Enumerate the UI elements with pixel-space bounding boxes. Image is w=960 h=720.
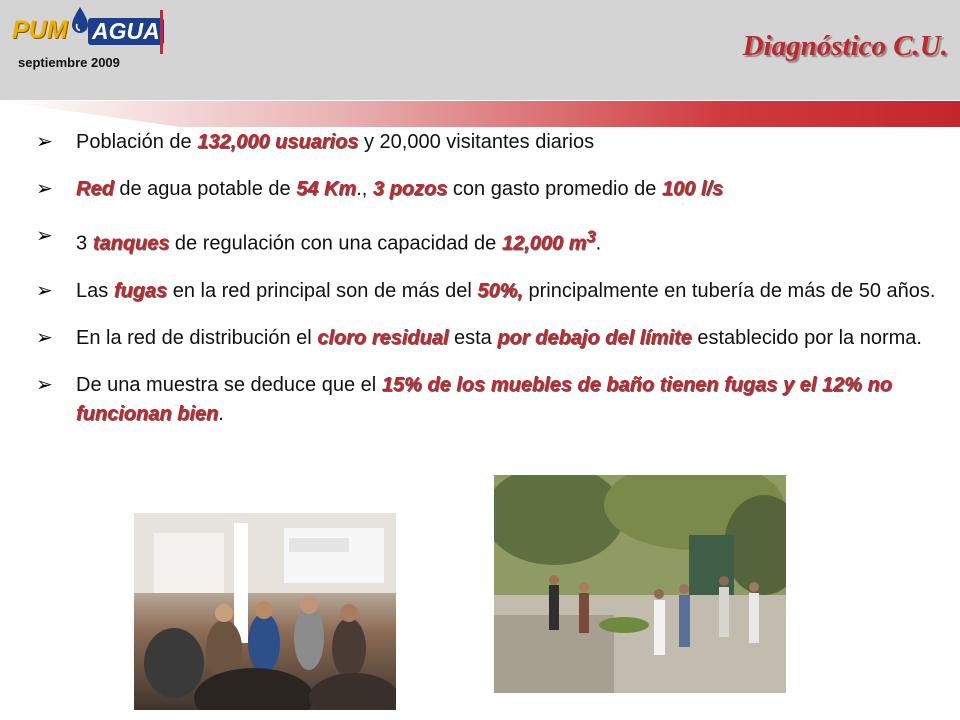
- bullet-item: [36, 128, 946, 157]
- bullet-text: .,: [356, 178, 373, 200]
- highlight-text: 100 l/s: [661, 178, 724, 200]
- highlight-text: 3: [586, 227, 596, 246]
- bullet-item: [36, 222, 946, 259]
- bullet-text: de regulación con una capacidad de: [169, 232, 502, 255]
- bullet-text: esta: [448, 326, 498, 349]
- highlight-text: tanques: [92, 232, 170, 255]
- bullet-item: [36, 324, 946, 353]
- logo-divider: [160, 10, 163, 54]
- bullet-item: [36, 277, 946, 306]
- logo-text-pum: PUM: [12, 16, 68, 44]
- highlight-text: cloro residual: [317, 326, 449, 349]
- bullet-text: .: [218, 402, 224, 425]
- highlight-text: 15% de los muebles de baño tienen fugas y el 12% no funcionan bien: [76, 373, 892, 425]
- photo-bathroom-fixtures-exhibit: [134, 513, 396, 710]
- bullet-text: en la red principal son de más del: [167, 279, 478, 302]
- arrow-right-icon: ➢: [36, 326, 53, 349]
- bullet-text: establecido por la norma.: [691, 326, 922, 349]
- date-label: septiembre 2009: [18, 55, 120, 70]
- bullet-text: .: [595, 232, 602, 255]
- arrow-right-icon: ➢: [36, 131, 53, 153]
- bullet-text: de agua potable de: [113, 178, 297, 200]
- highlight-text: 12,000 m: [501, 232, 587, 255]
- highlight-text: por debajo del límite: [497, 326, 692, 349]
- bullet-text: Población de: [76, 131, 198, 153]
- highlight-text: fugas: [113, 279, 168, 302]
- slide-title: Diagnóstico C.U.: [742, 30, 948, 62]
- bullet-text: 3: [76, 232, 93, 255]
- bullet-text: De una muestra se deduce que el: [76, 373, 382, 396]
- photo-water-tank-site-art: [494, 475, 786, 693]
- photo-bathroom-fixtures-exhibit-art: [134, 513, 396, 710]
- bullet-text: y 20,000 visitantes diarios: [358, 131, 595, 153]
- highlight-text: 54 Km: [296, 178, 357, 200]
- bullet-text: con gasto promedio de: [447, 178, 662, 200]
- highlight-text: Red: [76, 178, 114, 200]
- highlight-text: 3 pozos: [372, 178, 448, 200]
- bullet-text: En la red de distribución el: [76, 326, 318, 349]
- bullet-list: [36, 128, 946, 447]
- bullet-item: [36, 371, 946, 429]
- bullet-text: Las: [76, 279, 114, 302]
- photo-water-tank-site: [494, 475, 786, 693]
- arrow-right-icon: ➢: [36, 373, 53, 396]
- arrow-right-icon: ➢: [36, 178, 53, 200]
- arrow-right-icon: ➢: [36, 279, 53, 302]
- highlight-text: 132,000 usuarios: [197, 131, 359, 153]
- water-drop-icon: [70, 6, 90, 36]
- pumagua-logo: [8, 6, 158, 54]
- logo-text-agua: AGUA: [88, 18, 164, 45]
- arrow-right-icon: ➢: [36, 225, 53, 247]
- bullet-item: [36, 175, 946, 204]
- header: [0, 0, 960, 100]
- bullet-text: principalmente en tubería de más de 50 años.: [522, 279, 936, 302]
- highlight-text: 50%,: [477, 279, 523, 302]
- header-stripe: [0, 101, 960, 127]
